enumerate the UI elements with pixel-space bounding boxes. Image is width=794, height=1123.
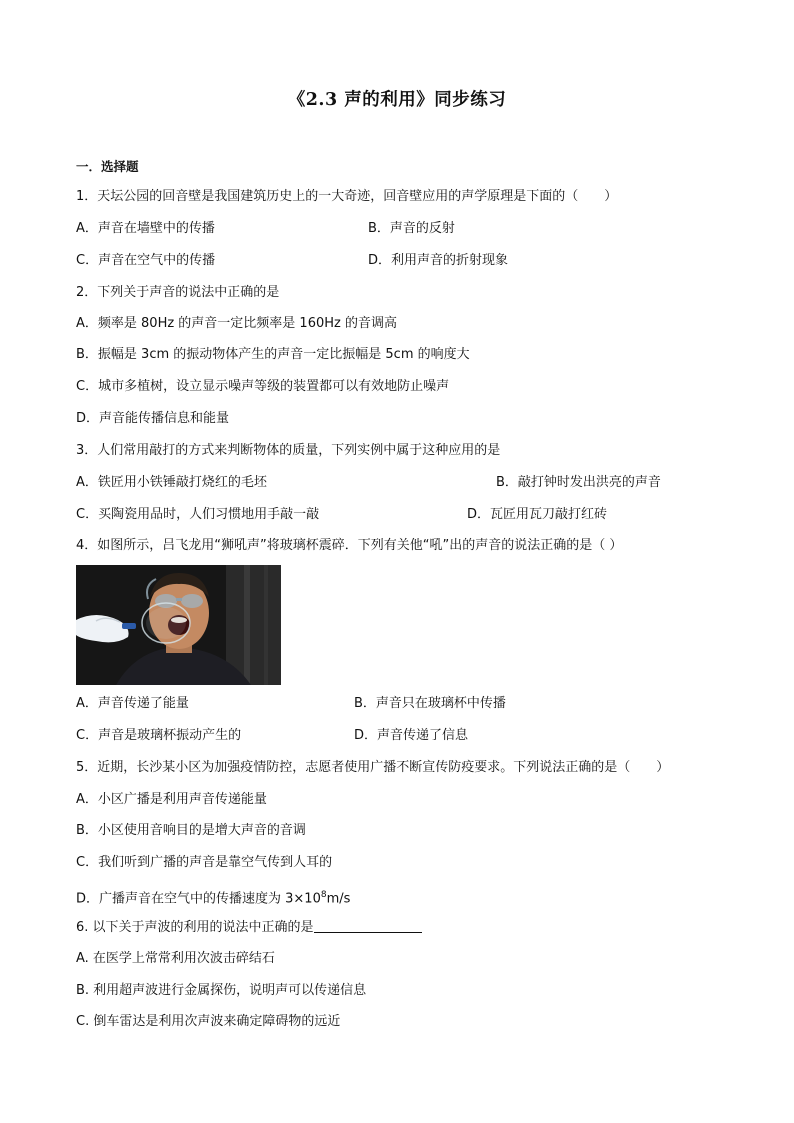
answer-blank[interactable] (314, 918, 422, 933)
q3-option-b: B．敲打钟时发出洪亮的声音 (496, 475, 661, 490)
q1-stem: 1．天坛公园的回音壁是我国建筑历史上的一大奇迹，回音壁应用的声学原理是下面的（ ） (76, 189, 618, 204)
q1-option-d: D．利用声音的折射现象 (368, 253, 509, 268)
lion-roar-photo (76, 565, 281, 685)
q4-option-c: C．声音是玻璃杯振动产生的 (76, 728, 242, 743)
q6-stem: 6. 以下关于声波的利用的说法中正确的是 (76, 920, 314, 935)
q5-option-b: B．小区使用音响目的是增大声音的音调 (76, 823, 306, 838)
q2-option-d: D．声音能传播信息和能量 (76, 411, 230, 426)
q2-option-a: A．频率是 80Hz 的声音一定比频率是 160Hz 的音调高 (76, 316, 397, 331)
q2-option-c: C．城市多植树，设立显示噪声等级的装置都可以有效地防止噪声 (76, 379, 450, 394)
q2-stem: 2．下列关于声音的说法中正确的是 (76, 285, 280, 300)
page-title: 《2.3 声的利用》同步练习 (287, 90, 507, 110)
q6-option-c: C. 倒车雷达是利用次声波来确定障碍物的远近 (76, 1014, 341, 1029)
q1-option-a: A．声音在墙壁中的传播 (76, 221, 215, 236)
q5-option-c: C．我们听到广播的声音是靠空气传到人耳的 (76, 855, 333, 870)
q3-option-d: D．瓦匠用瓦刀敲打红砖 (467, 507, 608, 522)
q6-option-a: A. 在医学上常常利用次波击碎结石 (76, 951, 275, 966)
q1-option-c: C．声音在空气中的传播 (76, 253, 216, 268)
q2-option-b: B．振幅是 3cm 的振动物体产生的声音一定比振幅是 5cm 的响度大 (76, 347, 470, 362)
q3-option-a: A．铁匠用小铁锤敲打烧红的毛坯 (76, 475, 267, 490)
q4-stem: 4．如图所示，吕飞龙用“狮吼声”将玻璃杯震碎．下列有关他“吼”出的声音的说法正确的是（ ） (76, 538, 623, 553)
section-heading: 一．选择题 (76, 159, 139, 174)
q4-option-d: D．声音传递了信息 (354, 728, 469, 743)
q5-option-a: A．小区广播是利用声音传递能量 (76, 792, 267, 807)
q1-option-b: B．声音的反射 (368, 221, 455, 236)
q6-stem-line (76, 918, 422, 937)
q5-option-d-exponent: 8 (320, 890, 327, 900)
q5-stem: 5．近期，长沙某小区为加强疫情防控，志愿者使用广播不断宣传防疫要求。下列说法正确的是（ ） (76, 760, 670, 775)
q5-option-d-unit: m/s (326, 891, 351, 907)
q5-option-d-text: D．广播声音在空气中的传播速度为 3×10 (76, 891, 321, 907)
q4-option-b: B．声音只在玻璃杯中传播 (354, 696, 506, 711)
q5-option-d (76, 886, 350, 908)
q3-stem: 3．人们常用敲打的方式来判断物体的质量，下列实例中属于这种应用的是 (76, 443, 501, 458)
q4-option-a: A．声音传递了能量 (76, 696, 189, 711)
q6-option-b: B. 利用超声波进行金属探伤，说明声可以传递信息 (76, 983, 367, 998)
q3-option-c: C．买陶瓷用品时，人们习惯地用手敲一敲 (76, 507, 320, 522)
